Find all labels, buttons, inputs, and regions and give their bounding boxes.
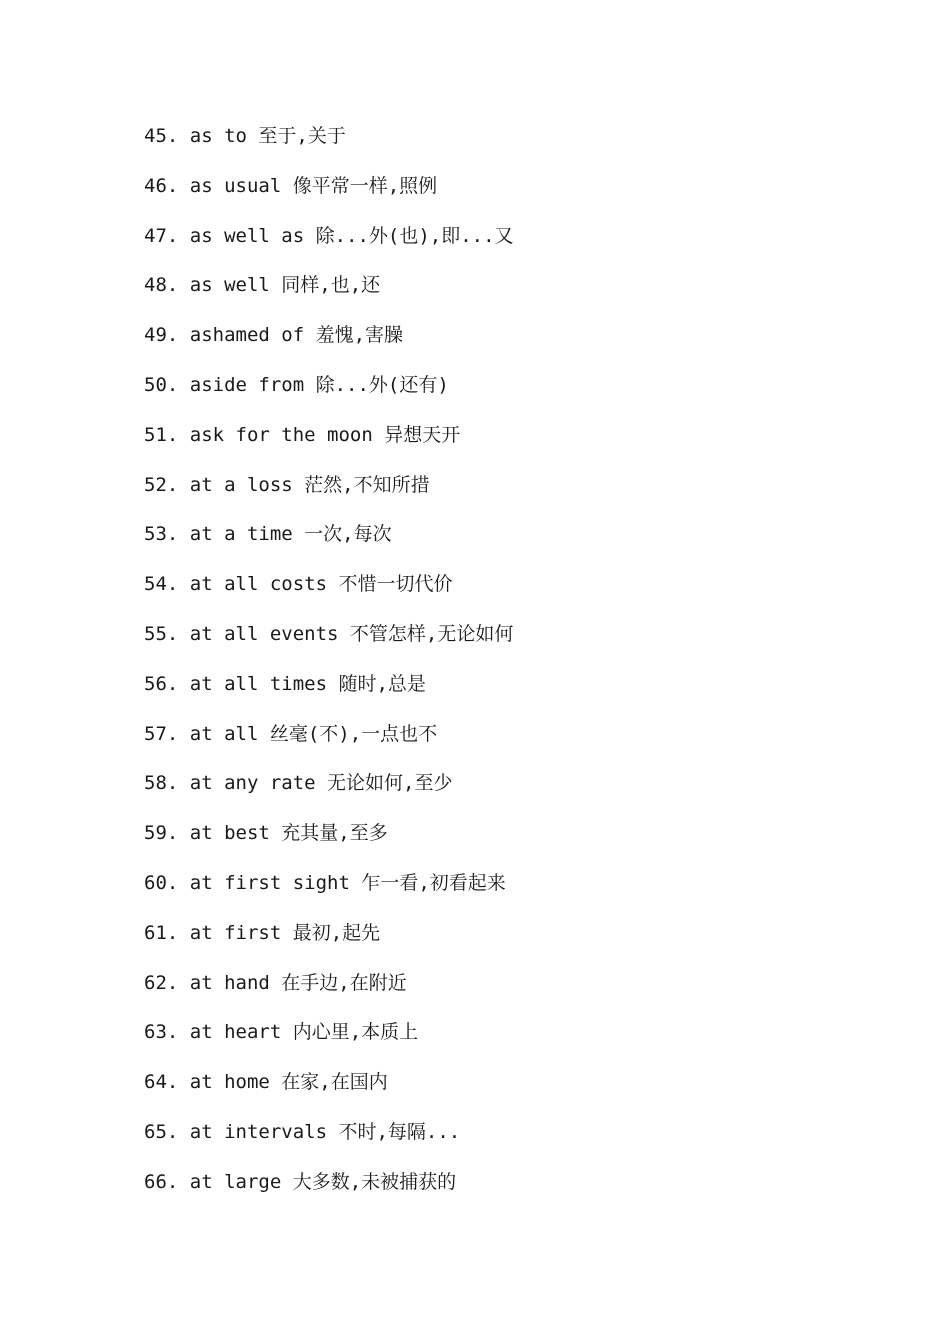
entry-number: 62. <box>144 971 179 994</box>
entry-text: ashamed of 羞愧,害臊 <box>189 324 404 347</box>
entry-number: 58. <box>144 772 179 795</box>
list-item <box>144 764 514 814</box>
entry-number: 59. <box>144 822 179 845</box>
entry-number: 51. <box>144 423 179 446</box>
entry-text: at all times 随时,总是 <box>189 672 426 695</box>
entry-text: as well 同样,也,还 <box>189 274 381 297</box>
list-item <box>144 416 514 466</box>
entry-number: 47. <box>144 224 179 247</box>
list-item <box>144 1013 514 1063</box>
entry-number: 53. <box>144 523 179 546</box>
entry-number: 48. <box>144 274 179 297</box>
phrase-list <box>144 117 514 1213</box>
entry-text: at any rate 无论如何,至少 <box>189 772 453 795</box>
entry-text: at a loss 茫然,不知所措 <box>189 473 430 496</box>
entry-number: 64. <box>144 1071 179 1094</box>
entry-text: at all costs 不惜一切代价 <box>189 573 453 596</box>
entry-number: 45. <box>144 125 179 147</box>
list-item <box>144 366 514 416</box>
entry-text: at first sight 乍一看,初看起来 <box>189 871 506 894</box>
entry-number: 54. <box>144 573 179 596</box>
entry-text: at all 丝毫(不),一点也不 <box>189 722 438 745</box>
list-item <box>144 615 514 665</box>
list-item <box>144 466 514 516</box>
entry-text: as well as 除...外(也),即...又 <box>189 224 514 247</box>
list-item <box>144 565 514 615</box>
entry-text: at hand 在手边,在附近 <box>189 971 407 994</box>
entry-text: at large 大多数,未被捕获的 <box>189 1170 457 1193</box>
list-item <box>144 814 514 864</box>
entry-number: 60. <box>144 871 179 894</box>
entry-text: ask for the moon 异想天开 <box>189 423 461 446</box>
entry-text: at heart 内心里,本质上 <box>189 1021 419 1044</box>
entry-text: as usual 像平常一样,照例 <box>189 174 438 197</box>
entry-number: 50. <box>144 373 179 396</box>
list-item <box>144 167 514 217</box>
entry-number: 63. <box>144 1021 179 1044</box>
entry-number: 56. <box>144 672 179 695</box>
list-item <box>144 1063 514 1113</box>
entry-number: 55. <box>144 622 179 645</box>
entry-text: at intervals 不时,每隔... <box>189 1120 461 1143</box>
list-item <box>144 1113 514 1163</box>
list-item <box>144 266 514 316</box>
entry-text: at a time 一次,每次 <box>189 523 392 546</box>
entry-number: 57. <box>144 722 179 745</box>
list-item <box>144 964 514 1014</box>
list-item <box>144 665 514 715</box>
entry-number: 52. <box>144 473 179 496</box>
entry-number: 65. <box>144 1120 179 1143</box>
entry-number: 46. <box>144 174 179 197</box>
list-item <box>144 914 514 964</box>
entry-text: at all events 不管怎样,无论如何 <box>189 622 514 645</box>
entry-text: as to 至于,关于 <box>189 125 346 147</box>
list-item <box>144 515 514 565</box>
entry-number: 61. <box>144 921 179 944</box>
entry-number: 66. <box>144 1170 179 1193</box>
list-item <box>144 1163 514 1213</box>
entry-text: at home 在家,在国内 <box>189 1071 388 1094</box>
list-item <box>144 715 514 765</box>
entry-number: 49. <box>144 324 179 347</box>
entry-text: aside from 除...外(还有) <box>189 373 449 396</box>
entry-text: at first 最初,起先 <box>189 921 381 944</box>
entry-text: at best 充其量,至多 <box>189 822 388 845</box>
list-item <box>144 217 514 267</box>
list-item <box>144 117 514 167</box>
list-item <box>144 864 514 914</box>
list-item <box>144 316 514 366</box>
